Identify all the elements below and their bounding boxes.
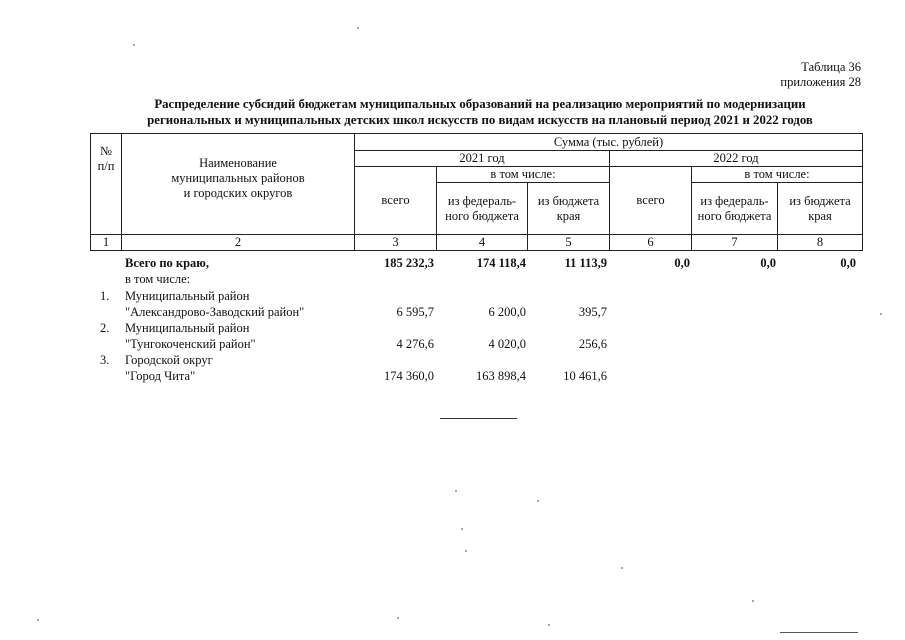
row-name-line-1: Городской округ [125,353,213,367]
appendix-number: приложения 28 [780,75,861,89]
total-sublabel: в том числе: [125,272,191,286]
column-number-cell: 1 [91,235,122,251]
document-title-line-1: Распределение субсидий бюджетам муниципальных образований на реализацию мероприятий по модернизации [154,97,806,111]
row-2021-federal: 6 200,0 [488,305,526,319]
table-number: Таблица 36 [801,60,861,74]
row-name-line-2: "Тунгокоченский район" [125,337,256,351]
document-title-line-2: региональных и муниципальных детских школ искусств по видам искусств на плановый период 2021 и 2022 годов [147,113,813,127]
column-number-cell: 3 [355,235,437,251]
column-header-federal-2021: из федераль- ного бюджета [437,183,528,235]
row-number: 2. [100,321,110,335]
total-2021-value: 185 232,3 [384,256,434,270]
column-header-number: № п/п [91,134,122,235]
column-header-regional-2021: из бюджета края [528,183,610,235]
column-header-year-2021: 2021 год [355,151,610,167]
header-table [90,133,863,251]
row-2021-regional: 10 461,6 [563,369,607,383]
row-name-line-2: "Город Чита" [125,369,196,383]
scan-speck [357,27,359,29]
row-2021-regional: 395,7 [578,305,607,319]
row-name-line-2: "Александрово-Заводский район" [125,305,305,319]
column-header-total-2021: всего [355,167,437,235]
total-2022-federal-value: 0,0 [760,256,776,270]
column-number-cell: 5 [528,235,610,251]
row-name-line-1: Муниципальный район [125,289,250,303]
column-header-total-2022: всего [610,167,692,235]
row-2021-total: 4 276,6 [396,337,434,351]
column-header-including-2021: в том числе: [437,167,610,183]
column-header-name: Наименование муниципальных районов и городских округов [122,134,355,235]
row-number: 3. [100,353,110,367]
scan-speck [465,550,467,552]
row-2021-federal: 163 898,4 [476,369,526,383]
row-number: 1. [100,289,110,303]
column-header-year-2022: 2022 год [610,151,863,167]
row-name-line-1: Муниципальный район [125,321,250,335]
total-2022-value: 0,0 [674,256,690,270]
total-2021-federal-value: 174 118,4 [476,256,526,270]
total-2022-regional-value: 0,0 [840,256,856,270]
scan-speck [548,624,550,626]
total-label: Всего по краю, [125,256,209,270]
total-2021-regional-value: 11 113,9 [564,256,607,270]
row-2021-regional: 256,6 [578,337,607,351]
scan-speck [461,528,463,530]
row-2021-total: 174 360,0 [384,369,434,383]
scan-speck [397,617,399,619]
column-header-including-2022: в том числе: [692,167,863,183]
column-number-cell: 6 [610,235,692,251]
scan-speck [455,490,457,492]
scan-speck [880,313,882,315]
column-header-regional-2022: из бюджета края [778,183,863,235]
column-number-cell: 7 [692,235,778,251]
page-edge-mark [780,632,858,633]
scan-speck [752,600,754,602]
column-number-cell: 8 [778,235,863,251]
scan-speck [537,500,539,502]
column-number-cell: 4 [437,235,528,251]
row-2021-federal: 4 020,0 [488,337,526,351]
row-2021-total: 6 595,7 [396,305,434,319]
column-number-cell: 2 [122,235,355,251]
end-separator-line [440,418,517,419]
scan-speck [133,44,135,46]
column-header-federal-2022: из федераль- ного бюджета [692,183,778,235]
scan-speck [37,619,39,621]
column-header-sum: Сумма (тыс. рублей) [355,134,863,151]
scan-speck [621,567,623,569]
